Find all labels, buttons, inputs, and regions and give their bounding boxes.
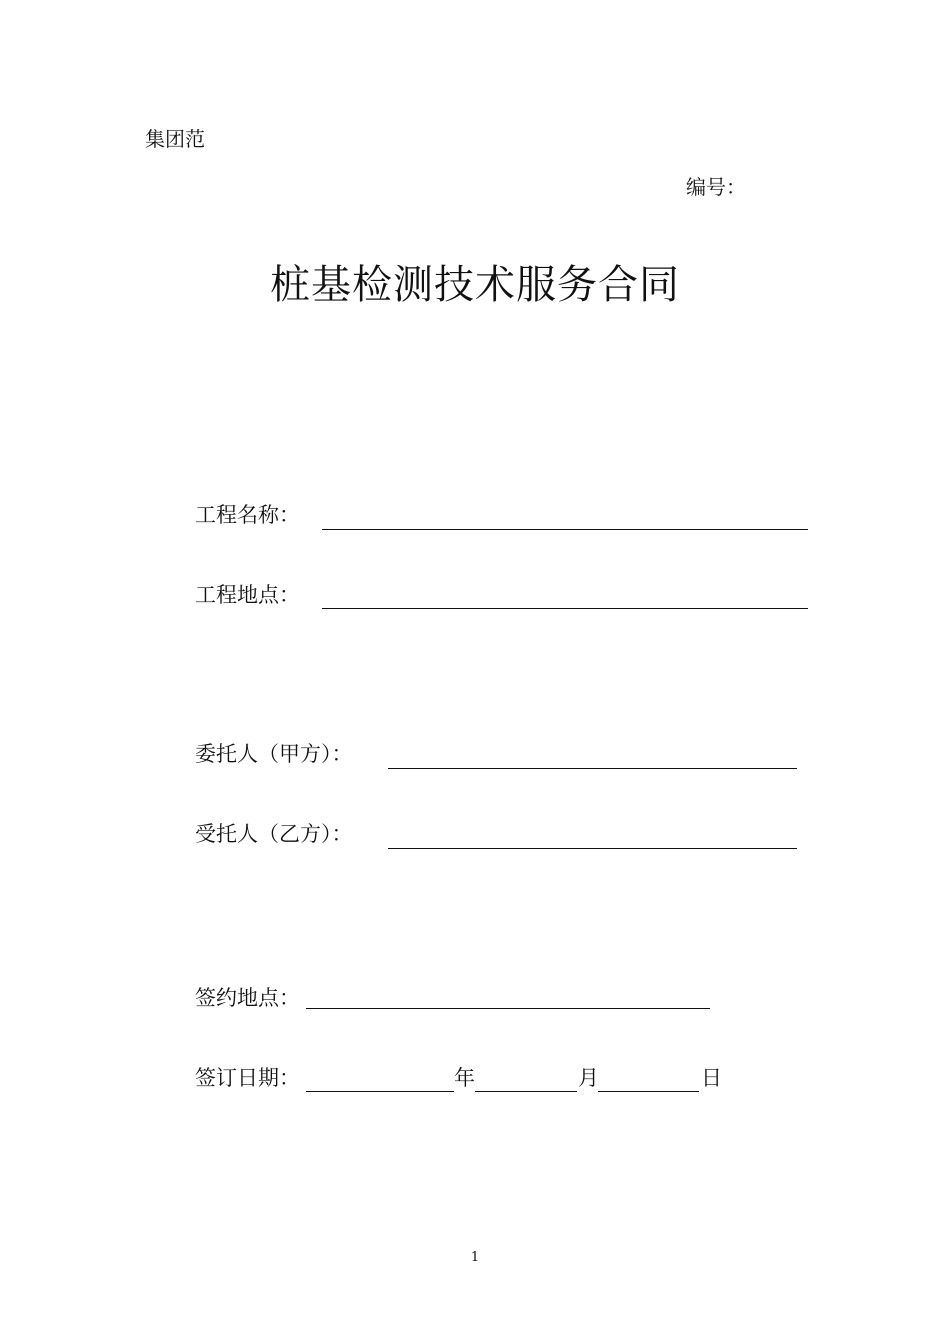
project-location-blank [322,608,808,609]
year-blank [306,1091,454,1092]
signing-date-label: 签订日期： [195,1066,300,1090]
header-group-text: 集团范 [145,127,205,151]
client-blank [388,768,797,769]
page-number: 1 [470,1250,480,1265]
doc-number-label: 编号： [686,175,746,199]
day-blank [598,1091,699,1092]
client-label: 委托人（甲方）： [195,742,353,766]
project-location-label: 工程地点： [195,583,300,607]
project-name-blank [322,529,808,530]
year-label: 年 [454,1066,475,1090]
month-blank [475,1091,577,1092]
contractor-label: 受托人（乙方）： [195,822,353,846]
contract-title: 桩基检测技术服务合同 [270,262,680,308]
day-label: 日 [701,1066,722,1090]
signing-place-label: 签约地点： [195,986,300,1010]
signing-place-blank [306,1008,710,1009]
month-label: 月 [578,1066,599,1090]
contractor-blank [388,848,797,849]
project-name-label: 工程名称： [195,503,300,527]
